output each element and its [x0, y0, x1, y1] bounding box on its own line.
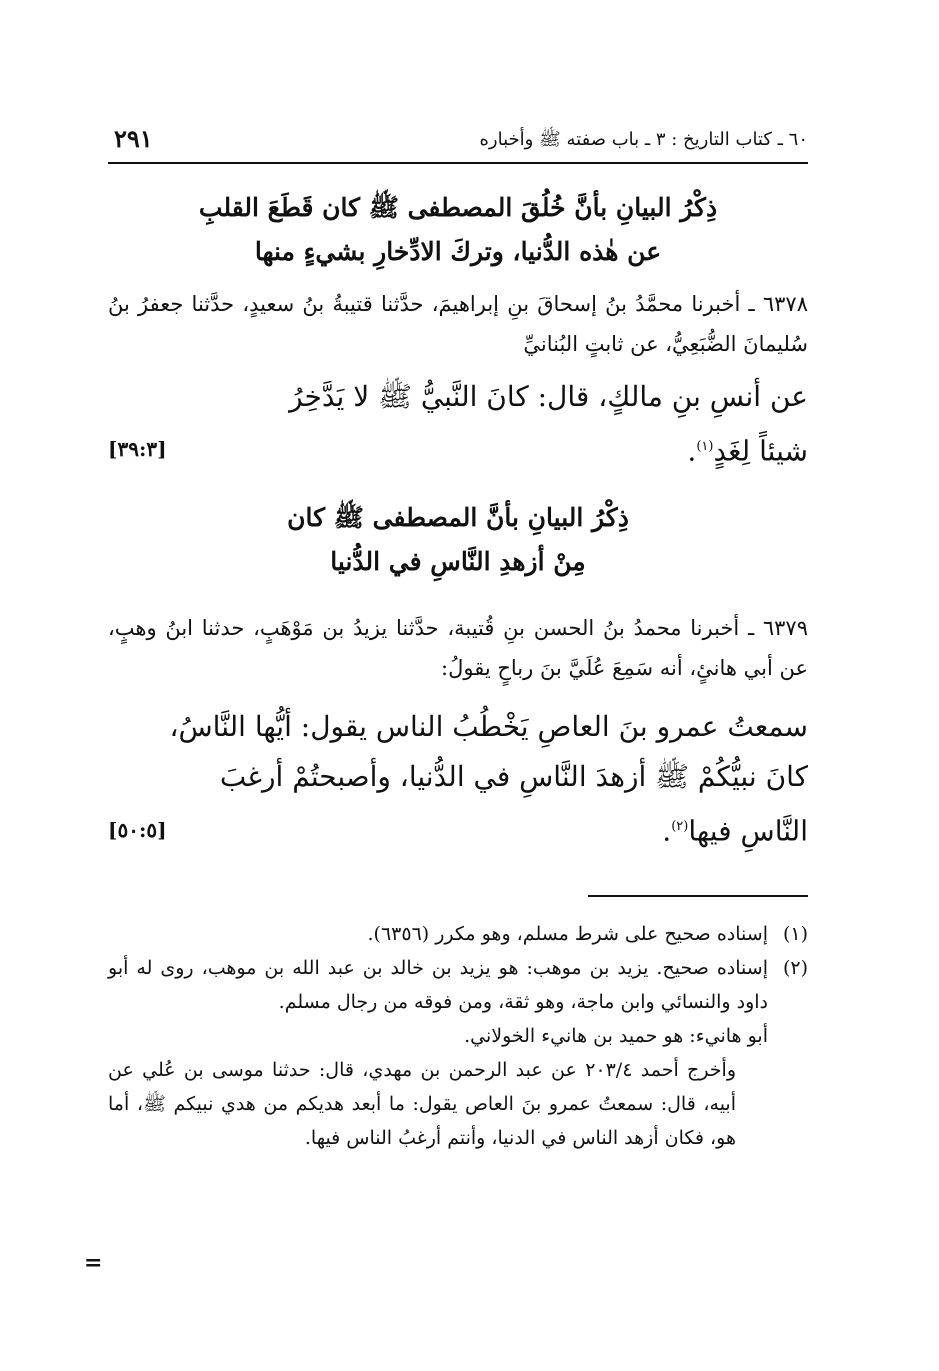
footnote-mark: (٢)	[782, 956, 808, 979]
heading-line: مِنْ أزهدِ النَّاسِ في الدُّنيا	[330, 547, 586, 577]
footnote-text: إسناده صحيح على شرط مسلم، وهو مكرر (٦٣٥٦).	[367, 922, 768, 945]
footnote-2	[108, 951, 808, 1155]
footnote-mark: (١)	[782, 922, 808, 945]
footnote-separator	[588, 895, 808, 897]
footnote-1	[108, 917, 808, 951]
section-heading-1	[108, 186, 808, 274]
full-stop: .	[662, 814, 672, 848]
matn-text: شيئاً لِغَدٍ	[713, 434, 808, 468]
footnotes	[108, 917, 808, 1155]
footnote-text: إسناده صحيح. يزيد بن موهب: هو يزيد بن خالد بن عبد الله بن موهب، روى له أبو داود والنسائي وابن ماجة، وهو ثقة، ومن فوقه من رجال مسلم.	[108, 956, 768, 1013]
matn-line: عن أنسِ بنِ مالكٍ، قال: كانَ النَّبيُّ ﷺ لا يَدَّخِرُ	[289, 380, 808, 413]
cross-reference: [٥٠:٥]	[108, 817, 167, 842]
footnote-ref: (٢)	[671, 819, 689, 835]
matn-text: النَّاسِ فيها	[688, 814, 808, 848]
footnote-ref: (١)	[696, 439, 714, 454]
heading-line: ذِكْرُ البيانِ بأنَّ خُلُقَ المصطفى ﷺ كان قَطَعَ القلبِ	[198, 193, 718, 222]
cross-reference: [٣٩:٣]	[108, 437, 167, 462]
hadith-text-6378	[108, 372, 808, 476]
hadith-chain-6378: ٦٣٧٨ ـ أخبرنا محمَّدُ بنُ إسحاقَ بنِ إبراهيمَ، حدَّثنا قتيبةُ بنُ سعيدٍ، حدَّثنا جعفرُ بنُ سُليمانَ الضُّبَعِيُّ، عن ثابتٍ البُنانيِّ	[108, 292, 808, 356]
continuation-mark: =	[84, 1250, 103, 1276]
footnote-text: أبو هانيء: هو حميد بن هانيء الخولاني.	[464, 1024, 768, 1047]
matn-line	[108, 422, 808, 476]
hadith-chain-6379: ٦٣٧٩ ـ أخبرنا محمدُ بنُ الحسن بنِ قُتيبة، حدَّثنا يزيدُ بن مَوْهَبٍ، حدثنا ابنُ وهبٍ، عن أبي هانئٍ، أنه سَمِعَ عُلَيَّ بنَ رباحٍ يقولُ:	[108, 616, 808, 681]
running-head	[108, 118, 808, 164]
hadith-text-6379	[108, 702, 808, 856]
heading-line: ذِكْرُ البيانِ بأنَّ المصطفى ﷺ كان	[287, 503, 629, 533]
footnote-body	[108, 917, 768, 951]
chapter-title: ٦٠ ـ كتاب التاريخ : ٣ ـ باب صفته ﷺ وأخباره	[479, 129, 808, 150]
heading-line: عن هٰذه الدُّنيا، وتركَ الادِّخارِ بشيءٍ منها	[254, 237, 662, 266]
book-page	[108, 118, 808, 1155]
matn-line: كانَ نبيُّكُمْ ﷺ أزهدَ النَّاسِ في الدُّنيا، وأصبحتُمْ أرغبَ	[219, 760, 808, 794]
full-stop: .	[687, 434, 697, 468]
section-heading-2	[108, 496, 808, 584]
page-number: ٢٩١	[114, 124, 153, 153]
footnote-body	[108, 951, 768, 1155]
footnote-text: وأخرج أحمد ٢٠٣/٤ عن عبد الرحمن بن مهدي، قال: حدثنا موسى بن عُلي عن أبيه، قال: سمعتُ عمرو بنَ العاص يقول: ما أبعد هديكم من هدي نبيكم ﷺ، أما هو، فكان أزهد الناس في الدنيا، وأنتم أرغبُ الناس فيها.	[108, 1058, 736, 1149]
matn-line: سمعتُ عمرو بنَ العاصِ يَخْطُبُ الناس يقول: أيُّها النَّاسُ،	[169, 710, 808, 744]
matn-line	[108, 802, 808, 856]
